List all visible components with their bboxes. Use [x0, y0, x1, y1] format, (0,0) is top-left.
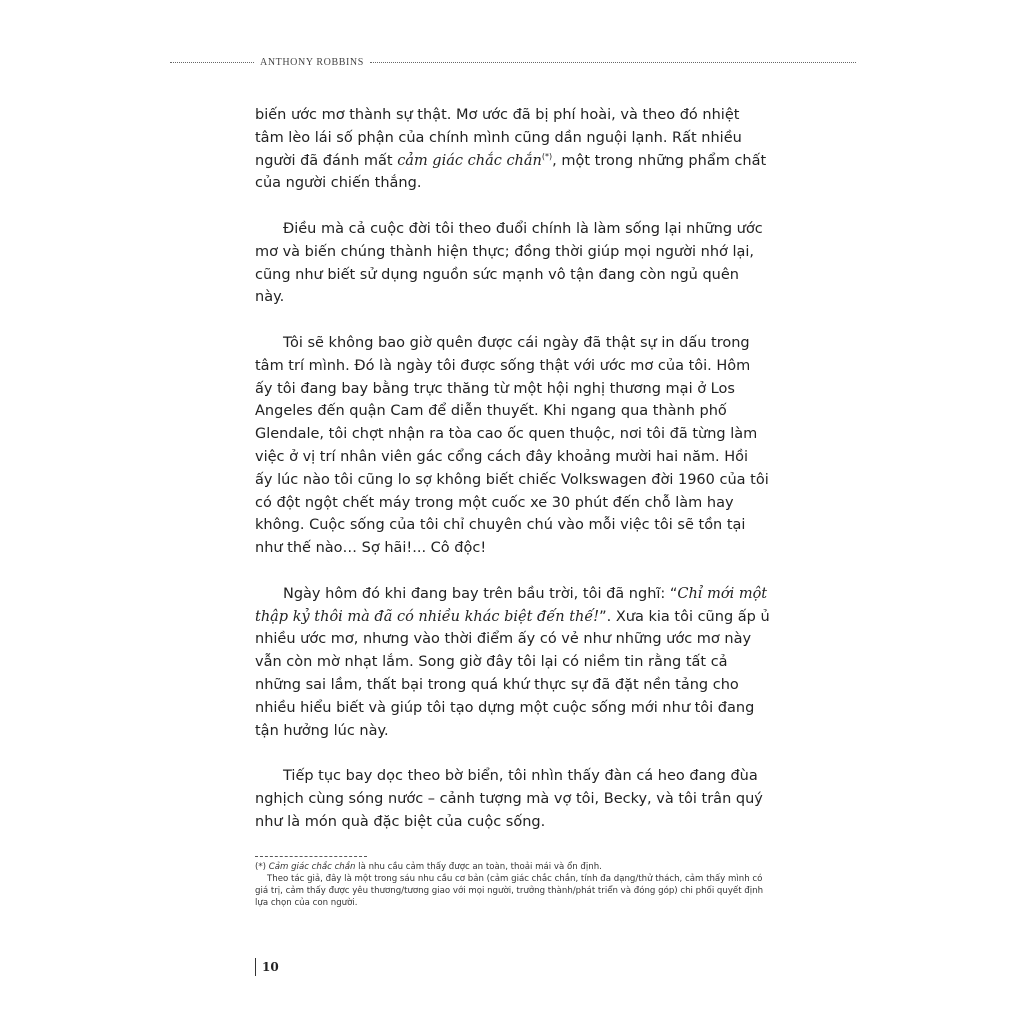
- header-dotted-rule-left: [170, 62, 254, 63]
- paragraph-3: Tôi sẽ không bao giờ quên được cái ngày đã thật sự in dấu trong tâm trí mình. Đó là ngày tôi được sống thật với ước mơ của tôi. Hôm ấy tôi đang bay bằng trực thăng từ một hội nghị thương mại ở Los Angeles đến quận Cam để diễn thuyết. Khi ngang qua thành phố Glendale, tôi chợt nhận ra tòa cao ốc quen thuộc, nơi tôi đã từng làm việc ở vị trí nhân viên gác cổng cách đây khoảng mười hai năm. Hồi ấy lúc nào tôi cũng lo sợ không biết chiếc Volkswagen đời 1960 của tôi có đột ngột chết máy trong một cuốc xe 30 phút đến chỗ làm hay không. Cuộc sống của tôi chỉ chuyên chú vào mỗi việc tôi sẽ tồn tại như thế nào… Sợ hãi!... Cô độc!: [255, 334, 769, 557]
- paragraph-4-text-a: Ngày hôm đó khi đang bay trên bầu trời, tôi đã nghĩ: “: [283, 585, 678, 602]
- paragraph-4-text-b: ”. Xưa kia tôi cũng ấp ủ nhiều ước mơ, nhưng vào thời điểm ấy có vẻ như những ước mơ này vẫn còn mờ nhạt lắm. Song giờ đây tôi lại có niềm tin rằng tất cả những sai lầm, thất bại trong quá khứ thực sự đã đặt nền tảng cho nhiều hiểu biết và giúp tôi tạo dựng một cuộc sống mới như tôi đang tận hưởng lúc này.: [255, 608, 770, 739]
- header-dotted-rule-right: [370, 62, 856, 63]
- paragraph-4-italic-quote: Chỉ mới một thập kỷ thôi mà đã có nhiều khác biệt đến thế!: [255, 585, 768, 625]
- paragraph-1-italic: cảm giác chắc chắn: [397, 152, 542, 169]
- page-number: 10: [255, 958, 279, 976]
- footnote-italic-term: Cảm giác chắc chắn: [268, 862, 356, 872]
- running-header: [170, 54, 856, 70]
- paragraph-1-text-b: , một trong những phẩm chất của người chiến thắng.: [255, 152, 767, 192]
- footnote-definition: là nhu cầu cảm thấy được an toàn, thoải mái và ổn định.: [355, 862, 602, 872]
- paragraph-1-text-a: biến ước mơ thành sự thật. Mơ ước đã bị phí hoài, và theo đó nhiệt tâm lèo lái số phận của chính mình cũng dần nguội lạnh. Rất nhiều người đã đánh mất: [255, 107, 742, 169]
- paragraph-1: [255, 104, 770, 195]
- footnote-marker: (*): [255, 862, 269, 872]
- paragraph-2: Điều mà cả cuộc đời tôi theo đuổi chính là làm sống lại những ước mơ và biến chúng thành hiện thực; đồng thời giúp mọi người nhớ lại, cũng như biết sử dụng nguồn sức mạnh vô tận đang còn ngủ quên này.: [255, 220, 763, 306]
- footnote-separator: [255, 856, 367, 857]
- paragraph-5: Tiếp tục bay dọc theo bờ biển, tôi nhìn thấy đàn cá heo đang đùa nghịch cùng sóng nước – cảnh tượng mà vợ tôi, Becky, và tôi trân quý như là món quà đặc biệt của cuộc sống.: [255, 768, 763, 830]
- paragraph-4: [255, 583, 770, 743]
- body-text: [255, 104, 770, 856]
- footnote-line-1: [255, 861, 775, 873]
- footnote-reference: (*): [541, 151, 553, 161]
- running-title: ANTHONY ROBBINS: [260, 56, 364, 68]
- footnote: [255, 856, 775, 909]
- footnote-line-2: Theo tác giả, đây là một trong sáu nhu cầu cơ bản (cảm giác chắc chắn, tính đa dạng/thử thách, cảm thấy mình có giá trị, cảm thấy được yêu thương/tương giao với mọi người, trưởng thành/phát triển và đóng góp) chi phối quyết định lựa chọn của con người.: [255, 874, 764, 908]
